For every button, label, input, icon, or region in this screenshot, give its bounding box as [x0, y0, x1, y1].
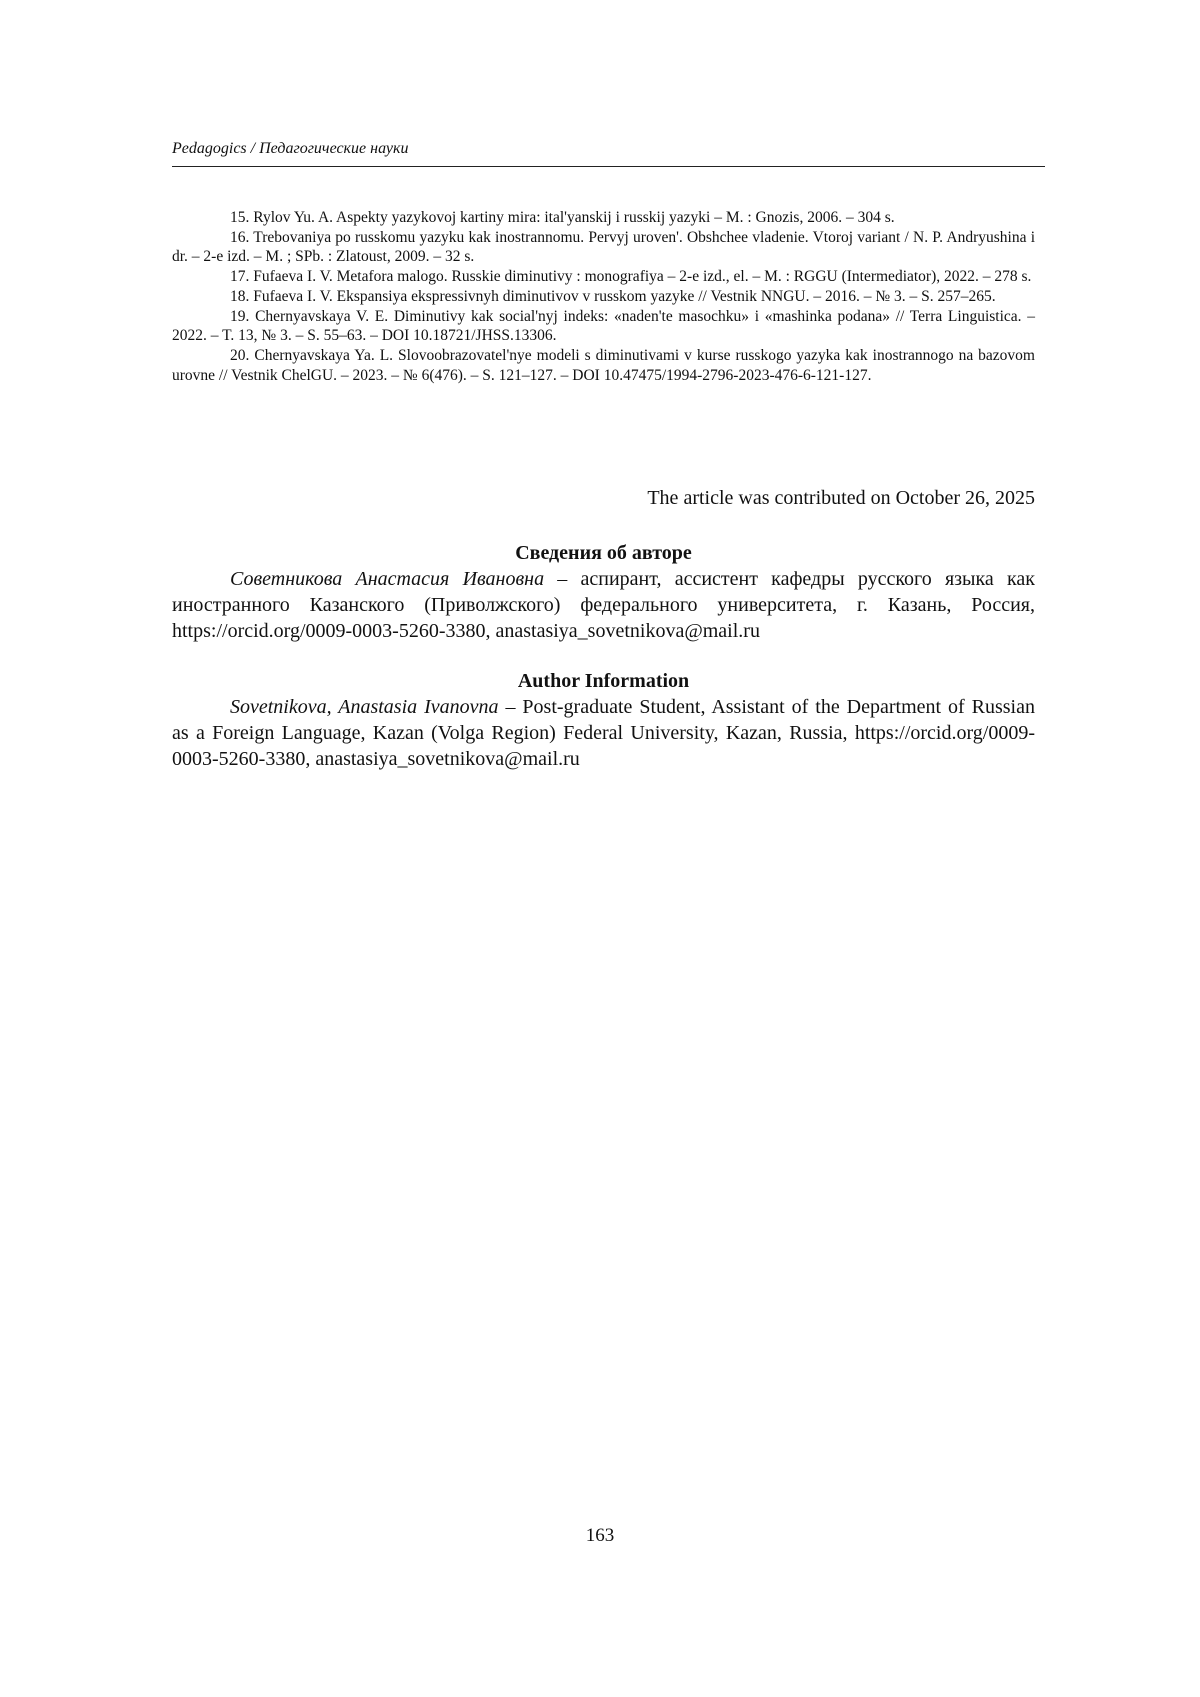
header-rule: [172, 166, 1045, 167]
reference-item: 15. Rylov Yu. A. Aspekty yazykovoj kartiny mira: ital'yanskij i russkij yazyki – M. : Gnozis, 2006. – 304 s.: [230, 209, 895, 226]
author-info-ru: [172, 540, 1035, 644]
page-number: 163: [585, 1525, 615, 1546]
reference-item: 19. Chernyavskaya V. E. Diminutivy kak social'nyj indeks: «naden'te masochku» i «mashinka podana» // Terra Linguistica. – 2022. – T. 13, № 3. – S. 55–63. – DOI 10.18721/JHSS.13306.: [172, 307, 1035, 345]
contribution-date: The article was contributed on October 26, 2025: [647, 487, 1035, 509]
author-info-en-paragraph: [172, 694, 1035, 772]
author-info-ru-heading: Сведения об авторе: [515, 542, 692, 564]
author-info-ru-paragraph: [172, 566, 1035, 644]
author-name-ru: Советникова Анастасия Ивановна: [230, 568, 545, 590]
author-name-en: Sovetnikova, Anastasia Ivanovna: [230, 696, 499, 718]
author-details-en: – Post-graduate Student, Assistant of the Department of Russian as a Foreign Language, Kazan (Volga Region) Federal University, Kazan, Russia, https://orcid.org/0009-0003-5260-3380, anastasiya_sovetnikova@mail.ru: [172, 696, 1035, 770]
reference-list: [172, 208, 1035, 385]
running-header: Pedagogics / Педагогические науки: [172, 140, 409, 157]
reference-item: 18. Fufaeva I. V. Ekspansiya ekspressivnyh diminutivov v russkom yazyke // Vestnik NNGU. – 2016. – № 3. – S. 257–265.: [230, 287, 996, 305]
author-info-en: [172, 668, 1035, 772]
author-info-en-heading: Author Information: [517, 670, 690, 692]
reference-item: 16. Trebovaniya po russkomu yazyku kak inostrannomu. Pervyj uroven'. Obshchee vladenie. Vtoroj variant / N. P. Andryushina i dr. – 2-e izd. – M. ; SPb. : Zlatoust, 2009. – 32 s.: [172, 228, 1035, 266]
reference-item: 20. Chernyavskaya Ya. L. Slovoobrazovatel'nye modeli s diminutivami v kurse russkogo yazyka kak inostrannogo na bazovom urovne // Vestnik ChelGU. – 2023. – № 6(476). – S. 121–127. – DOI 10.47475/1994-2796-2023-476-6-121-127.: [172, 346, 1035, 384]
author-details-ru: – аспирант, ассистент кафедры русского языка как иностранного Казанского (Приволжского) федерального университета, г. Казань, Россия, https://orcid.org/0009-0003-5260-3380, anastasiya_sovetnikova@mail.ru: [172, 568, 1035, 642]
reference-item: 17. Fufaeva I. V. Metafora malogo. Russkie diminutivy : monografiya – 2-e izd., el. – M. : RGGU (Intermediator), 2022. – 278 s.: [230, 268, 1032, 286]
